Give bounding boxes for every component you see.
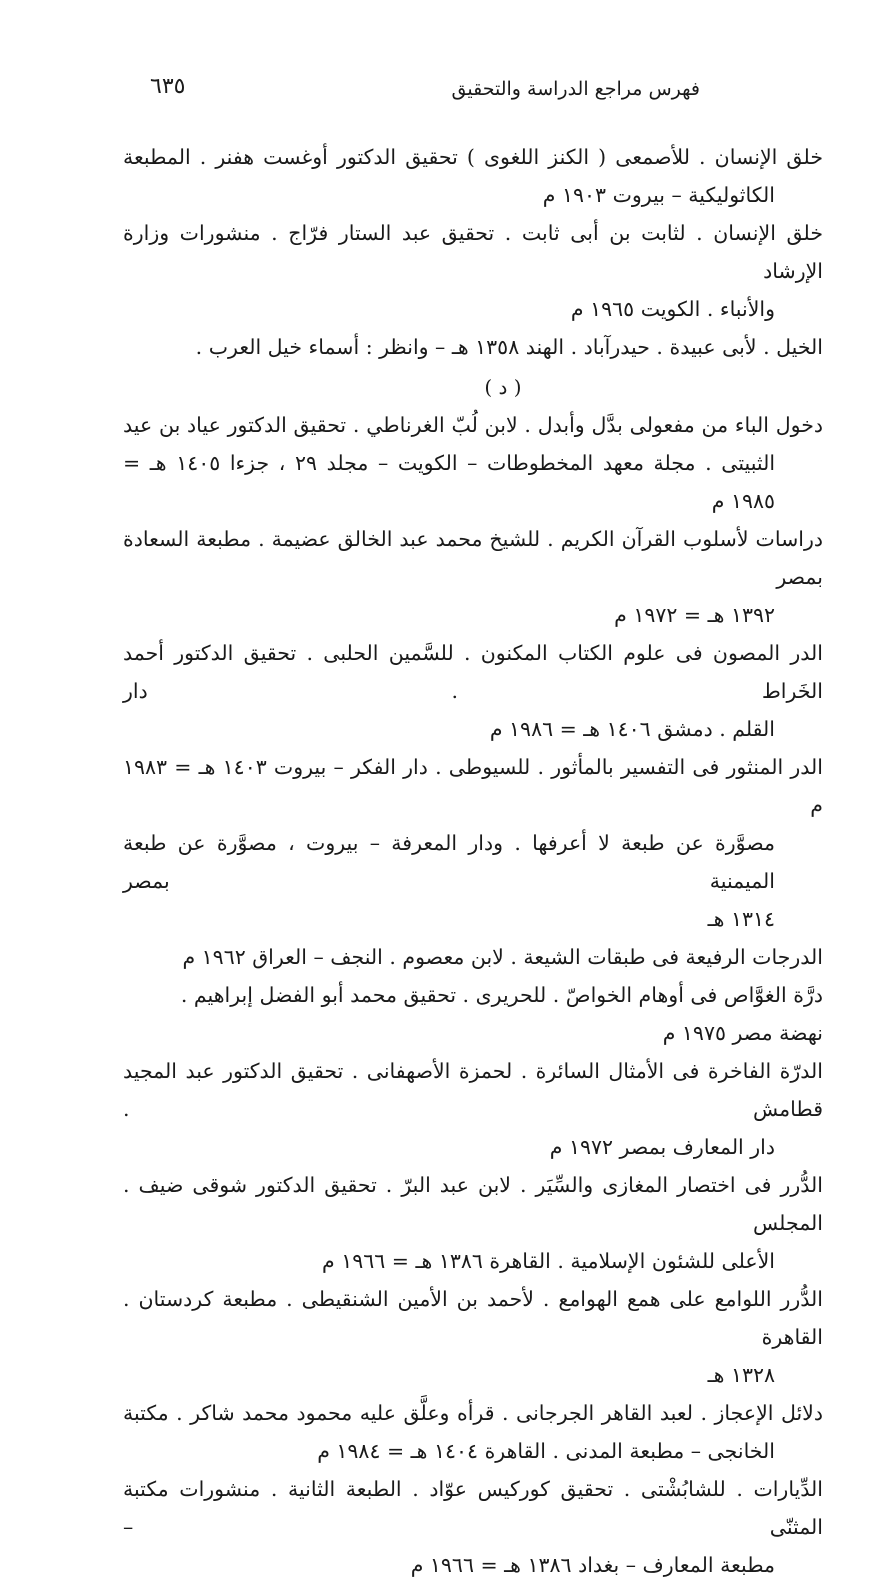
entry-first-line: درَّة الغوَّاص فى أوهام الخواصّ . للحريرى . تحقيق محمد أبو الفضل إبراهيم . (180, 983, 823, 1007)
entry-first-line: الدر المنثور فى التفسير بالمأثور . للسيوطى . دار الفكر – بيروت ١٤٠٣ هـ = ١٩٨٣ م (123, 755, 823, 817)
entry-continuation-line: ١٣٩٢ هـ = ١٩٧٢ م (614, 603, 775, 627)
bibliography-entry (123, 1280, 823, 1394)
bibliography-entry (123, 328, 823, 366)
entry-continuation-line: ١٩٨٥ م (711, 489, 775, 513)
entry-first-line: الدرجات الرفيعة فى طبقات الشيعة . لابن معصوم . النجف – العراق ١٩٦٢ م (182, 945, 823, 969)
entry-first-line: خلق الإنسان . لثابت بن أبى ثابت . تحقيق عبد الستار فرّاج . منشورات وزارة الإرشاد (123, 221, 823, 283)
entry-continuation-line: ١٣٢٨ هـ (707, 1363, 775, 1387)
entry-continuation-line: الثبيتى . مجلة معهد المخطوطات – الكويت – مجلد ٢٩ ، جزءا ١٤٠٥ هـ = (123, 451, 776, 475)
entry-first-line: دلائل الإعجاز . لعبد القاهر الجرجانى . قرأه وعلَّق عليه محمود محمد شاكر . مكتبة (123, 1401, 823, 1425)
entry-first-line: الدُّرر اللوامع على همع الهوامع . لأحمد بن الأمين الشنقيطى . مطبعة كردستان . القاهرة (123, 1287, 823, 1349)
entry-first-line: الخيل . لأبى عبيدة . حيدرآباد . الهند ١٣٥٨ هـ – وانظر : أسماء خيل العرب . (195, 335, 823, 359)
bibliography-entry (123, 1014, 823, 1052)
entry-continuation-line: والأنباء . الكويت ١٩٦٥ م (570, 297, 775, 321)
entry-first-line: الدِّيارات . للشابُشْتى . تحقيق كوركيس عوّاد . الطبعة الثانية . منشورات مكتبة المثنّى – (123, 1477, 823, 1539)
entry-continuation-line: دار المعارف بمصر ١٩٧٢ م (549, 1135, 775, 1159)
bibliography-entry (123, 138, 823, 214)
bibliography-entry (123, 406, 823, 520)
page-number: ٦٣٥ (150, 74, 186, 99)
entry-continuation-line: مصوَّرة عن طبعة لا أعرفها . ودار المعرفة – بيروت ، مصوَّرة عن طبعة الميمنية بمصر (123, 831, 775, 893)
bibliography-entry (123, 1470, 823, 1584)
entry-continuation-line: الأعلى للشئون الإسلامية . القاهرة ١٣٨٦ هـ = ١٩٦٦ م (322, 1249, 775, 1273)
entry-first-line: الدر المصون فى علوم الكتاب المكنون . للسَّمين الحلبى . تحقيق الدكتور أحمد الخَراط . دار (123, 641, 823, 703)
bibliography-entry (123, 1052, 823, 1166)
entry-first-line: دخول الباء من مفعولى بدَّل وأبدل . لابن لُبّ الغرناطي . تحقيق الدكتور عياد بن عيد (123, 413, 823, 437)
bibliography-entry (123, 520, 823, 634)
entry-continuation-line: الخانجى – مطبعة المدنى . القاهرة ١٤٠٤ هـ = ١٩٨٤ م (317, 1439, 775, 1463)
entry-continuation-line: مطبعة المعارف – بغداد ١٣٨٦ هـ = ١٩٦٦ م (410, 1553, 775, 1577)
page-header (150, 72, 700, 108)
bibliography-entry (123, 634, 823, 748)
entry-first-line: الدرّة الفاخرة فى الأمثال السائرة . لحمزة الأصهفانى . تحقيق الدكتور عبد المجيد قطامش . (123, 1059, 823, 1121)
running-title: فهرس مراجع الدراسة والتحقيق (451, 78, 700, 100)
bibliography-entry (123, 1394, 823, 1470)
entry-first-line: نهضة مصر ١٩٧٥ م (662, 1021, 823, 1045)
bibliography-entry (123, 748, 823, 938)
entry-continuation-line: القلم . دمشق ١٤٠٦ هـ = ١٩٨٦ م (489, 717, 775, 741)
bibliography-entry (123, 214, 823, 328)
section-letter-heading: ( د ) (484, 375, 522, 399)
bibliography-entry (123, 938, 823, 976)
entry-first-line: خلق الإنسان . للأصمعى ( الكنز اللغوى ) تحقيق الدكتور أوغست هفنر . المطبعة (123, 145, 823, 169)
bibliography-entry (123, 1166, 823, 1280)
bibliography-entry (123, 976, 823, 1014)
bibliography-list (123, 138, 823, 1584)
entry-continuation-line: ١٣١٤ هـ (707, 907, 775, 931)
entry-first-line: الدُّرر فى اختصار المغازى والسِّيَر . لابن عبد البرّ . تحقيق الدكتور شوقى ضيف . المجلس (123, 1173, 823, 1235)
entry-first-line: دراسات لأسلوب القرآن الكريم . للشيخ محمد عبد الخالق عضيمة . مطبعة السعادة بمصر (123, 527, 823, 589)
entry-continuation-line: الكاثوليكية – بيروت ١٩٠٣ م (542, 183, 775, 207)
